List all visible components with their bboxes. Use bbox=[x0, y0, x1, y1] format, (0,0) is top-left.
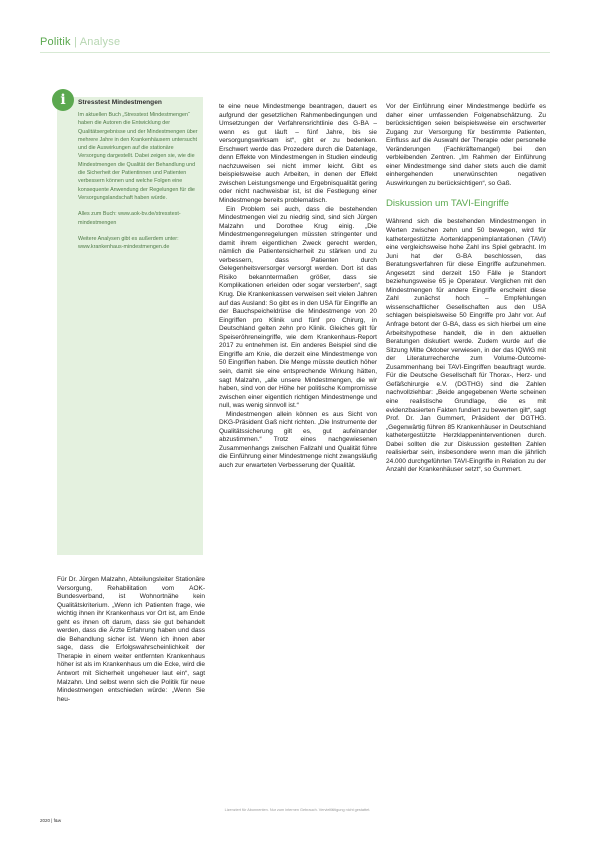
header-separator: | bbox=[74, 36, 78, 48]
section-subheading: Diskussion um TAVI-Eingriffe bbox=[386, 198, 509, 210]
article-column-1 bbox=[57, 576, 205, 704]
column-2-paragraph-2: Ein Problem sei auch, dass die bestehenden Mindestmengen viel zu niedrig sind, sind sich Jürgen Malzahn und Dorothee Krug einig. „Die Mindestmengenregelungen müssten stringenter und damit ihrem eigentlichen Zweck gerecht werden, nämlich die Patientensicherheit zu stärken und zu verbessern, dass Patienten durch Gelegenheitsversorger versorgt werden. Dort ist das Risiko bekanntermaßen größer, dass sie Komplikationen erleiden oder sogar versterben“, sagt Krug. Die Krankenkassen verweisen seit vielen Jahren auf das Ausland: So gibt es in den USA für Eingriffe an der Bauchspeicheldrüse die Mindestmenge von 20 Eingriffen pro Klinik und fünf pro Chirurg, in Deutschland gelten zehn pro Klinik. Gleiches gilt für Speiseröhreneingriffe, wie dem Krankenhaus-Report 2017 zu entnehmen ist. Ein anderes Beispiel sind die Eingriffe am Knie, die derzeit eine Mindestmenge von 50 Eingriffen haben. Die Menge müsste deutlich höher sein, damit sie eine entsprechende Wirkung hätten, sagt Malzahn, „alle unsere Mindestmengen, die wir haben, sind von der Höhe her politische Kompromisse zwischen einer eigentlich richtigen Mindestmenge und null, was wenig sinnvoll ist.“ bbox=[219, 205, 377, 410]
article-column-3 bbox=[386, 103, 546, 475]
column-1-paragraph: Für Dr. Jürgen Malzahn, Abteilungsleiter Stationäre Versorgung, Rehabilitation vom AOK-Bundesverband, ist Wohnortnähe kein Qualitätskriterium. „Wenn ich Patienten frage, wie wichtig ihnen ihr Krankenhaus vor Ort ist, am Ende geht es ihnen oft darum, dass sie gut behandelt werden, dass die Ärzte Erfahrung haben und dass die Behandlung sicher ist. Wenn ich ihnen aber sage, dass die Erfolgswahrscheinlichkeit der Therapie in einem weiter entfernten Krankenhaus höher ist als im Krankenhaus um die Ecke, wird die Antwort mit Sicherheit ungeheuer laut ein“, sagt Malzahn. Und selbst wenn sich die Politik für neue Mindestmengen entschieden würde: „Wenn Sie heu- bbox=[57, 576, 205, 703]
info-box-text: Im aktuellen Buch „Stresstest Mindestmengen“ haben die Autoren die Entwicklung der Qualitätsergebnisse und der Mindestmengen über mehrere Jahre in den Krankenhäusern untersucht und die Auswirkungen auf die stationäre Versorgung dargestellt. Dabei zeigen sie, wie die Mindestmengen die Qualität der Behandlung und die Sicherheit der Patientinnen und Patienten verbessern können und welche Folgen eine konsequente Anwendung der Regelungen für die Versorgungslandschaft haben würde. bbox=[78, 112, 198, 201]
column-3-paragraph-1: Vor der Einführung einer Mindestmenge bedürfe es daher einer umfassenden Folgenabschätzung. Zu berücksichtigen seien beispielsweise ein erschwerter Zugang zur Versorgung für bestimmte Patienten, Einfluss auf die Auswahl der Therapie oder personelle Veränderungen (Fachkräftemangel) bei den verbleibenden Zentren. „Im Rahmen der Einführung einer Mindestmenge sind daher stets auch die damit einhergehenden unerwünschten negativen Auswirkungen zu berücksichtigen“, so Gaß. bbox=[386, 103, 546, 187]
info-box-title: Stresstest Mindestmengen bbox=[78, 99, 162, 106]
column-3-paragraph-2: Während sich die bestehenden Mindestmengen in Werten zwischen zehn und 50 bewegen, wird für kathetergestützte Aortenklappenimplantationen (TAVI) eine vergleichsweise hohe Zahl ins Spiel gebracht. Im Juni hat der G-BA beschlossen, das Beratungsverfahren für diese Eingriffe aufzunehmen. Angesetzt sind derzeit 150 Fälle je Standort beziehungsweise 65 je Operateur. Verglichen mit den Mindestmengen für andere Eingriffe erscheint diese Zahl zunächst hoch – Empfehlungen wissenschaftlicher Gesellschaften aus den USA schlagen beispielsweise 50 Eingriffe pro Jahr vor. Auf Anfrage betont der G-BA, dass es sich hierbei um eine Arbeitshypothese handelt, die in den aktuellen Beratungen diskutiert werde. Zudem wurde auf die Sitzung Mitte Oktober verwiesen, in der das IQWiG mit der Literaturrecherche zum Volume-Outcome-Zusammenhang bei TAVI-Eingriffen beauftragt wurde. Für die Deutsche Gesellschaft für Thorax-, Herz- und Gefäßchirurgie e.V. (DGTHG) sind die Zahlen nachvollziehbar: „Beide angegebenen Werte scheinen eine realistische Grundlage, die es mit evidenzbasierten Fakten fundiert zu bewerten gilt“, sagt Prof. Dr. Jan Gummert, Präsident der DGTHG. „Gegenwärtig führen 85 Krankenhäuser in Deutschland kathetergestützte Herzklappeninterventionen durch. Dabei sollten die zur Diskussion gestellten Zahlen realisierbar sein, insbesondere wenn man die jährlich 24.000 durchgeführten TAVI-Eingriffe in Relation zu der Anzahl der Krankenhäuser setzt“, so Gummert. bbox=[386, 218, 546, 474]
footer-license-note: Lizenziert für Abonnenten. Nur zum internen Gebrauch. Vervielfältigung nicht gestattet. bbox=[224, 808, 371, 812]
header-rule bbox=[40, 52, 550, 53]
article-column-2 bbox=[219, 103, 377, 471]
footer-page-info: 2020 | f&w bbox=[40, 818, 62, 823]
section-label: Politik bbox=[40, 36, 71, 48]
info-box-body bbox=[78, 111, 198, 259]
running-header bbox=[40, 36, 120, 48]
column-2-paragraph-1: te eine neue Mindestmenge beantragen, dauert es aufgrund der gesetzlichen Rahmenbedingungen und Umsetzungen der Verfahrensrichtlinie des G-BA – wenn es gut läuft – fünf Jahre, bis sie versorgungswirksam ist“, gibt er zu bedenken. Erschwert werde das Prozedere durch die Datenlage, denn Effekte von Mindestmengen in Studien eindeutig nachzuweisen sei nicht immer leicht. Gibt es beispielsweise auch Arbeiten, in denen der Effekt zwischen Leistungsmenge und Ergebnisqualität gering oder nicht nachweisbar ist, ist die Festlegung einer Mindestmenge bereits problematisch. bbox=[219, 103, 377, 205]
info-box-book-link[interactable]: Alles zum Buch: www.aok-bv.de/stresstest-mindestmengen bbox=[78, 211, 181, 226]
column-2-paragraph-3: Mindestmengen allein können es aus Sicht von DKG-Präsident Gaß nicht richten. „Die Instrumente der Qualitätssicherung gilt es, gut aufeinander abzustimmen.“ Trotz eines nachgewiesenen Zusammenhangs zwischen Fallzahl und Qualität führe die Einführung einer Mindestmenge nicht zwangsläufig auch zur erwarteten Verbesserung der Qualität. bbox=[219, 410, 377, 469]
subsection-label: Analyse bbox=[79, 36, 121, 48]
info-box-analysis-link[interactable]: Weitere Analysen gibt es außerdem unter: www.krankenhaus-mindestmengen.de bbox=[78, 235, 179, 251]
info-icon: i bbox=[52, 89, 74, 111]
